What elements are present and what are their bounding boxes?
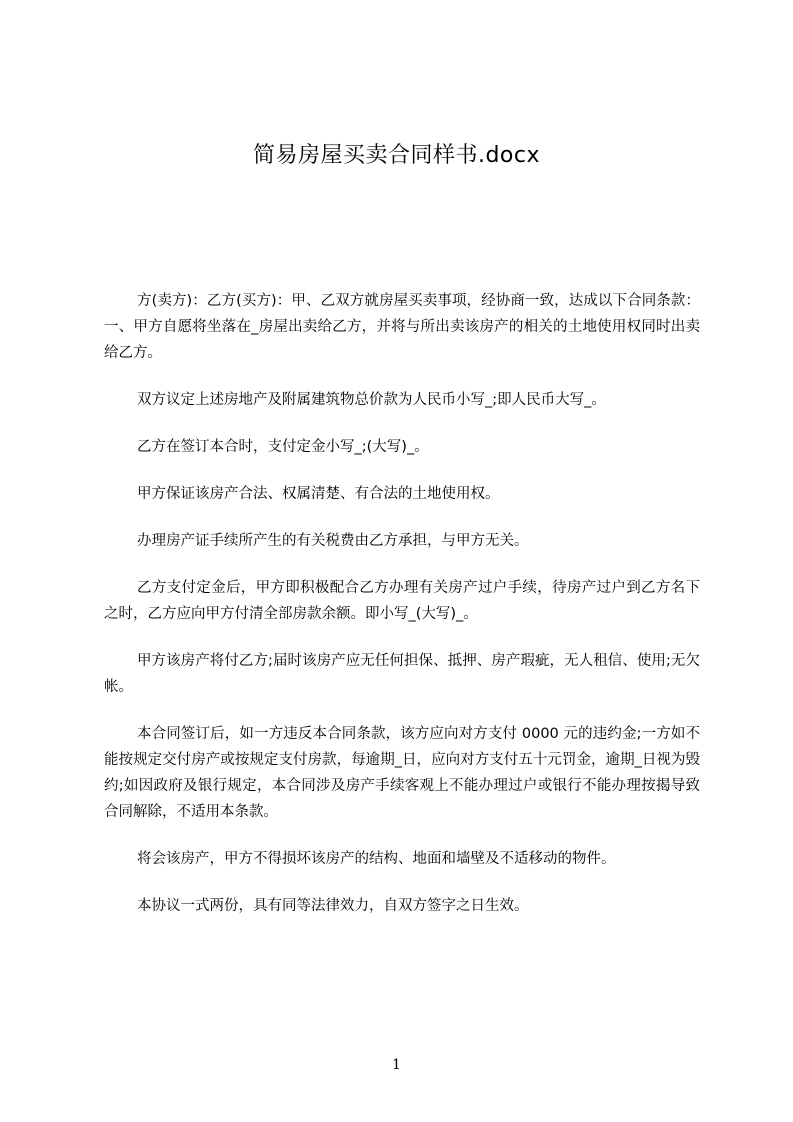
paragraph-taxes: 办理房产证手续所产生的有关税费由乙方承担，与甲方无关。: [137, 533, 529, 549]
document-title: 简易房屋买卖合同样书.docx: [252, 143, 541, 168]
paragraph-property-care: 将会该房产，甲方不得损坏该房产的结构、地面和墙壁及不适移动的物件。: [137, 851, 616, 867]
document-body: [104, 288, 700, 940]
page-number: 1: [392, 1057, 401, 1073]
paragraph-delivery: 甲方该房产将付乙方;届时该房产应无任何担保、抵押、房产瑕疵，无人租信、使用;无欠帐。: [104, 653, 700, 695]
paragraph-parties: 方(卖方)：乙方(买方)：甲、乙双方就房屋买卖事项，经协商一致，达成以下合同条款：一、甲方自愿将坐落在_房屋出卖给乙方，并将与所出卖该房产的相关的土地使用权同时出卖给乙方。: [104, 293, 700, 361]
paragraph-copies: 本协议一式两份，具有同等法律效力，自双方签字之日生效。: [137, 898, 529, 914]
paragraph-transfer: 乙方支付定金后，甲方即积极配合乙方办理有关房产过户手续，待房产过户到乙方名下之时，乙方应向甲方付清全部房款余额。即小写_(大写)_。: [104, 580, 700, 622]
paragraph-guarantee: 甲方保证该房产合法、权属清楚、有合法的土地使用权。: [137, 486, 500, 502]
paragraph-deposit: 乙方在签订本合时，支付定金小写_;(大写)_。: [137, 439, 429, 455]
paragraph-price: 双方议定上述房地产及附属建筑物总价款为人民币小写_;即人民币大写_。: [137, 392, 606, 408]
paragraph-breach: 本合同签订后，如一方违反本合同条款，该方应向对方支付 0000 元的违约金;一方如不能按规定交付房产或按规定支付房款，每逾期_日，应向对方支付五十元罚金，逾期_日视为毁约;如因政府及银行规定，本合同涉及房产手续客观上不能办理过户或银行不能办理按揭导致合同解除，不适用本条款。: [104, 726, 700, 820]
